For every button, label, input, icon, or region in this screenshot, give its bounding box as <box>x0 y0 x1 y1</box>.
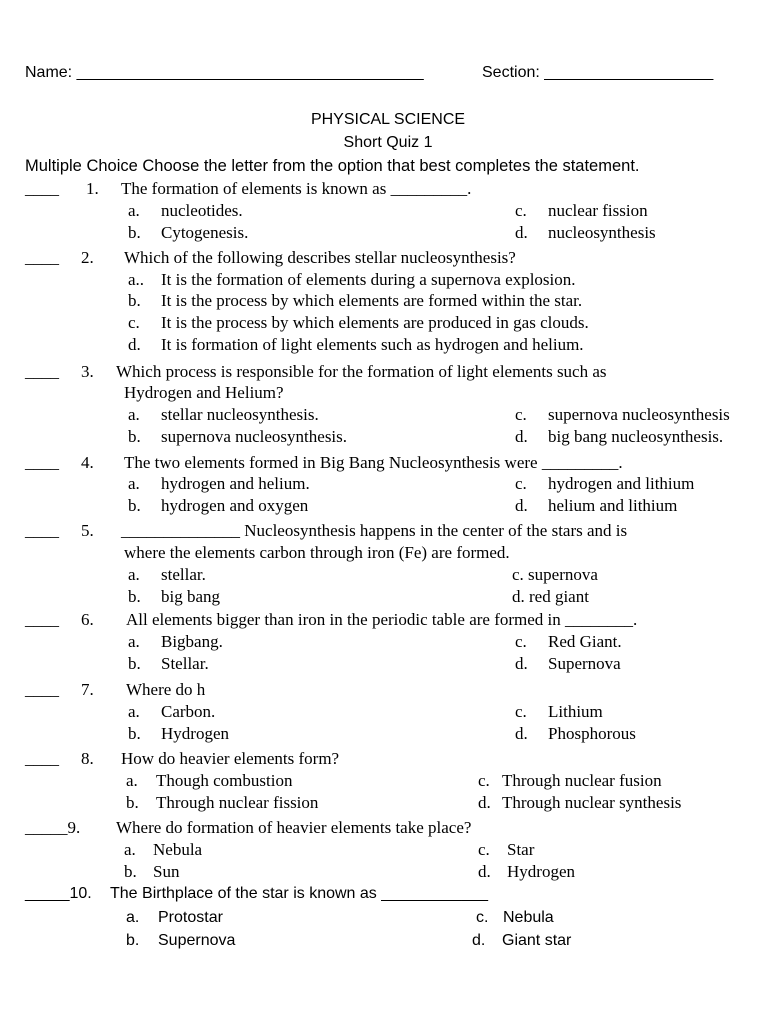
question-text: The two elements formed in Big Bang Nucleosynthesis were _________. <box>124 453 623 472</box>
option-text: Supernova <box>548 654 621 673</box>
instructions: Multiple Choice Choose the letter from the option that best completes the statement. <box>25 157 640 175</box>
option-letter: a. <box>126 909 140 926</box>
answer-blank: ____ <box>25 521 59 540</box>
answer-blank: ____ <box>25 749 59 768</box>
option-text: It is the process by which elements are produced in gas clouds. <box>161 313 589 332</box>
option-letter: a. <box>128 632 140 651</box>
option-text: stellar. <box>161 565 206 584</box>
option-text: hydrogen and helium. <box>161 474 310 493</box>
page-title: PHYSICAL SCIENCE <box>310 111 466 128</box>
option-text: Supernova <box>158 932 236 949</box>
option-letter: c. <box>478 771 490 790</box>
answer-blank: ____ <box>25 248 59 267</box>
question-number: 5. <box>81 521 94 540</box>
option-text: d. red giant <box>512 587 589 606</box>
option-text: It is formation of light elements such as hydrogen and helium. <box>161 335 584 354</box>
section-field-label: Section: ___________________ <box>482 64 714 81</box>
option-text: Cytogenesis. <box>161 223 249 242</box>
option-text: Giant star <box>502 932 572 949</box>
answer-blank: ____ <box>25 453 59 472</box>
option-text: nucleotides. <box>161 201 243 220</box>
option-text: supernova nucleosynthesis. <box>161 427 348 446</box>
option-text: Sun <box>153 862 180 881</box>
question-number: 6. <box>81 610 94 629</box>
question-number: 4. <box>81 453 94 472</box>
option-letter: c. <box>515 201 527 220</box>
option-letter: d. <box>515 654 528 673</box>
answer-blank: _____10. <box>25 885 92 902</box>
option-text: helium and lithium <box>548 496 678 515</box>
option-text: It is the formation of elements during a supernova explosion. <box>161 270 576 289</box>
option-letter: b. <box>128 223 141 242</box>
question-text: The formation of elements is known as _________. <box>121 179 472 198</box>
question-text: Which of the following describes stellar nucleosynthesis? <box>124 248 516 267</box>
option-letter: b. <box>126 932 140 949</box>
option-text: stellar nucleosynthesis. <box>161 405 319 424</box>
option-letter: a. <box>128 405 140 424</box>
option-text: Through nuclear fission <box>156 793 319 812</box>
option-letter: a. <box>128 474 140 493</box>
option-text: Red Giant. <box>548 632 622 651</box>
option-text: Hydrogen <box>507 862 575 881</box>
option-letter: a.. <box>128 270 145 289</box>
question-number: 1. <box>86 179 99 198</box>
option-letter: c. <box>515 474 527 493</box>
answer-blank: ____ <box>25 362 59 381</box>
option-letter: b. <box>128 654 141 673</box>
option-text: nuclear fission <box>548 201 648 220</box>
option-text: big bang <box>161 587 221 606</box>
option-letter: c. <box>515 405 527 424</box>
option-letter: d. <box>478 793 491 812</box>
option-text: c. supernova <box>512 565 598 584</box>
option-text: Though combustion <box>156 771 293 790</box>
option-text: Hydrogen <box>161 724 229 743</box>
question-text: ______________ Nucleosynthesis happens in the center of the stars and is <box>121 521 628 540</box>
option-letter: b. <box>128 291 141 310</box>
question-text-continued: where the elements carbon through iron (Fe) are formed. <box>124 543 510 562</box>
option-text: Through nuclear synthesis <box>502 793 682 812</box>
option-text: It is the process by which elements are formed within the star. <box>161 291 583 310</box>
option-text: Nebula <box>153 840 203 859</box>
option-letter: c. <box>515 632 527 651</box>
option-letter: b. <box>128 427 141 446</box>
option-letter: d. <box>128 335 141 354</box>
option-letter: d. <box>478 862 491 881</box>
option-letter: d. <box>515 496 528 515</box>
question-text: The Birthplace of the star is known as ____________ <box>110 885 489 902</box>
option-letter: d. <box>472 932 486 949</box>
question-number: 7. <box>81 680 94 699</box>
option-text: big bang nucleosynthesis. <box>548 427 724 446</box>
question-number: 2. <box>81 248 94 267</box>
option-letter: b. <box>126 793 139 812</box>
option-text: hydrogen and lithium <box>548 474 695 493</box>
option-text: nucleosynthesis <box>548 223 656 242</box>
name-field-label: Name: _______________________________________ <box>25 64 424 81</box>
question-text: Where do formation of heavier elements take place? <box>116 818 472 837</box>
option-letter: a. <box>128 201 140 220</box>
question-text: Which process is responsible for the formation of light elements such as <box>116 362 607 381</box>
question-number: 3. <box>81 362 94 381</box>
option-text: Star <box>507 840 535 859</box>
option-text: Through nuclear fusion <box>502 771 662 790</box>
option-letter: a. <box>126 771 138 790</box>
answer-blank: _____9. <box>25 818 81 837</box>
option-letter: c. <box>478 840 490 859</box>
option-text: Nebula <box>503 909 554 926</box>
option-letter: c. <box>476 909 489 926</box>
question-text: Where do h <box>126 680 206 699</box>
option-letter: b. <box>128 496 141 515</box>
option-text: hydrogen and oxygen <box>161 496 309 515</box>
option-letter: b. <box>124 862 137 881</box>
question-text: How do heavier elements form? <box>121 749 340 768</box>
option-letter: d. <box>515 427 528 446</box>
question-text-continued: Hydrogen and Helium? <box>124 383 284 402</box>
option-text: Phosphorous <box>548 724 636 743</box>
question-number: 8. <box>81 749 94 768</box>
option-text: Carbon. <box>161 702 216 721</box>
option-letter: c. <box>515 702 527 721</box>
option-letter: b. <box>128 587 141 606</box>
option-letter: d. <box>515 223 528 242</box>
page-subtitle: Short Quiz 1 <box>343 134 433 151</box>
option-letter: b. <box>128 724 141 743</box>
option-letter: d. <box>515 724 528 743</box>
option-text: supernova nucleosynthesis <box>548 405 730 424</box>
option-letter: a. <box>128 565 140 584</box>
answer-blank: ____ <box>25 680 59 699</box>
question-text: All elements bigger than iron in the periodic table are formed in ________. <box>126 610 638 629</box>
option-letter: a. <box>128 702 140 721</box>
option-text: Stellar. <box>161 654 209 673</box>
option-letter: c. <box>128 313 140 332</box>
option-text: Bigbang. <box>161 632 223 651</box>
answer-blank: ____ <box>25 179 59 198</box>
option-letter: a. <box>124 840 136 859</box>
option-text: Lithium <box>548 702 603 721</box>
option-text: Protostar <box>158 909 223 926</box>
answer-blank: ____ <box>25 610 59 629</box>
